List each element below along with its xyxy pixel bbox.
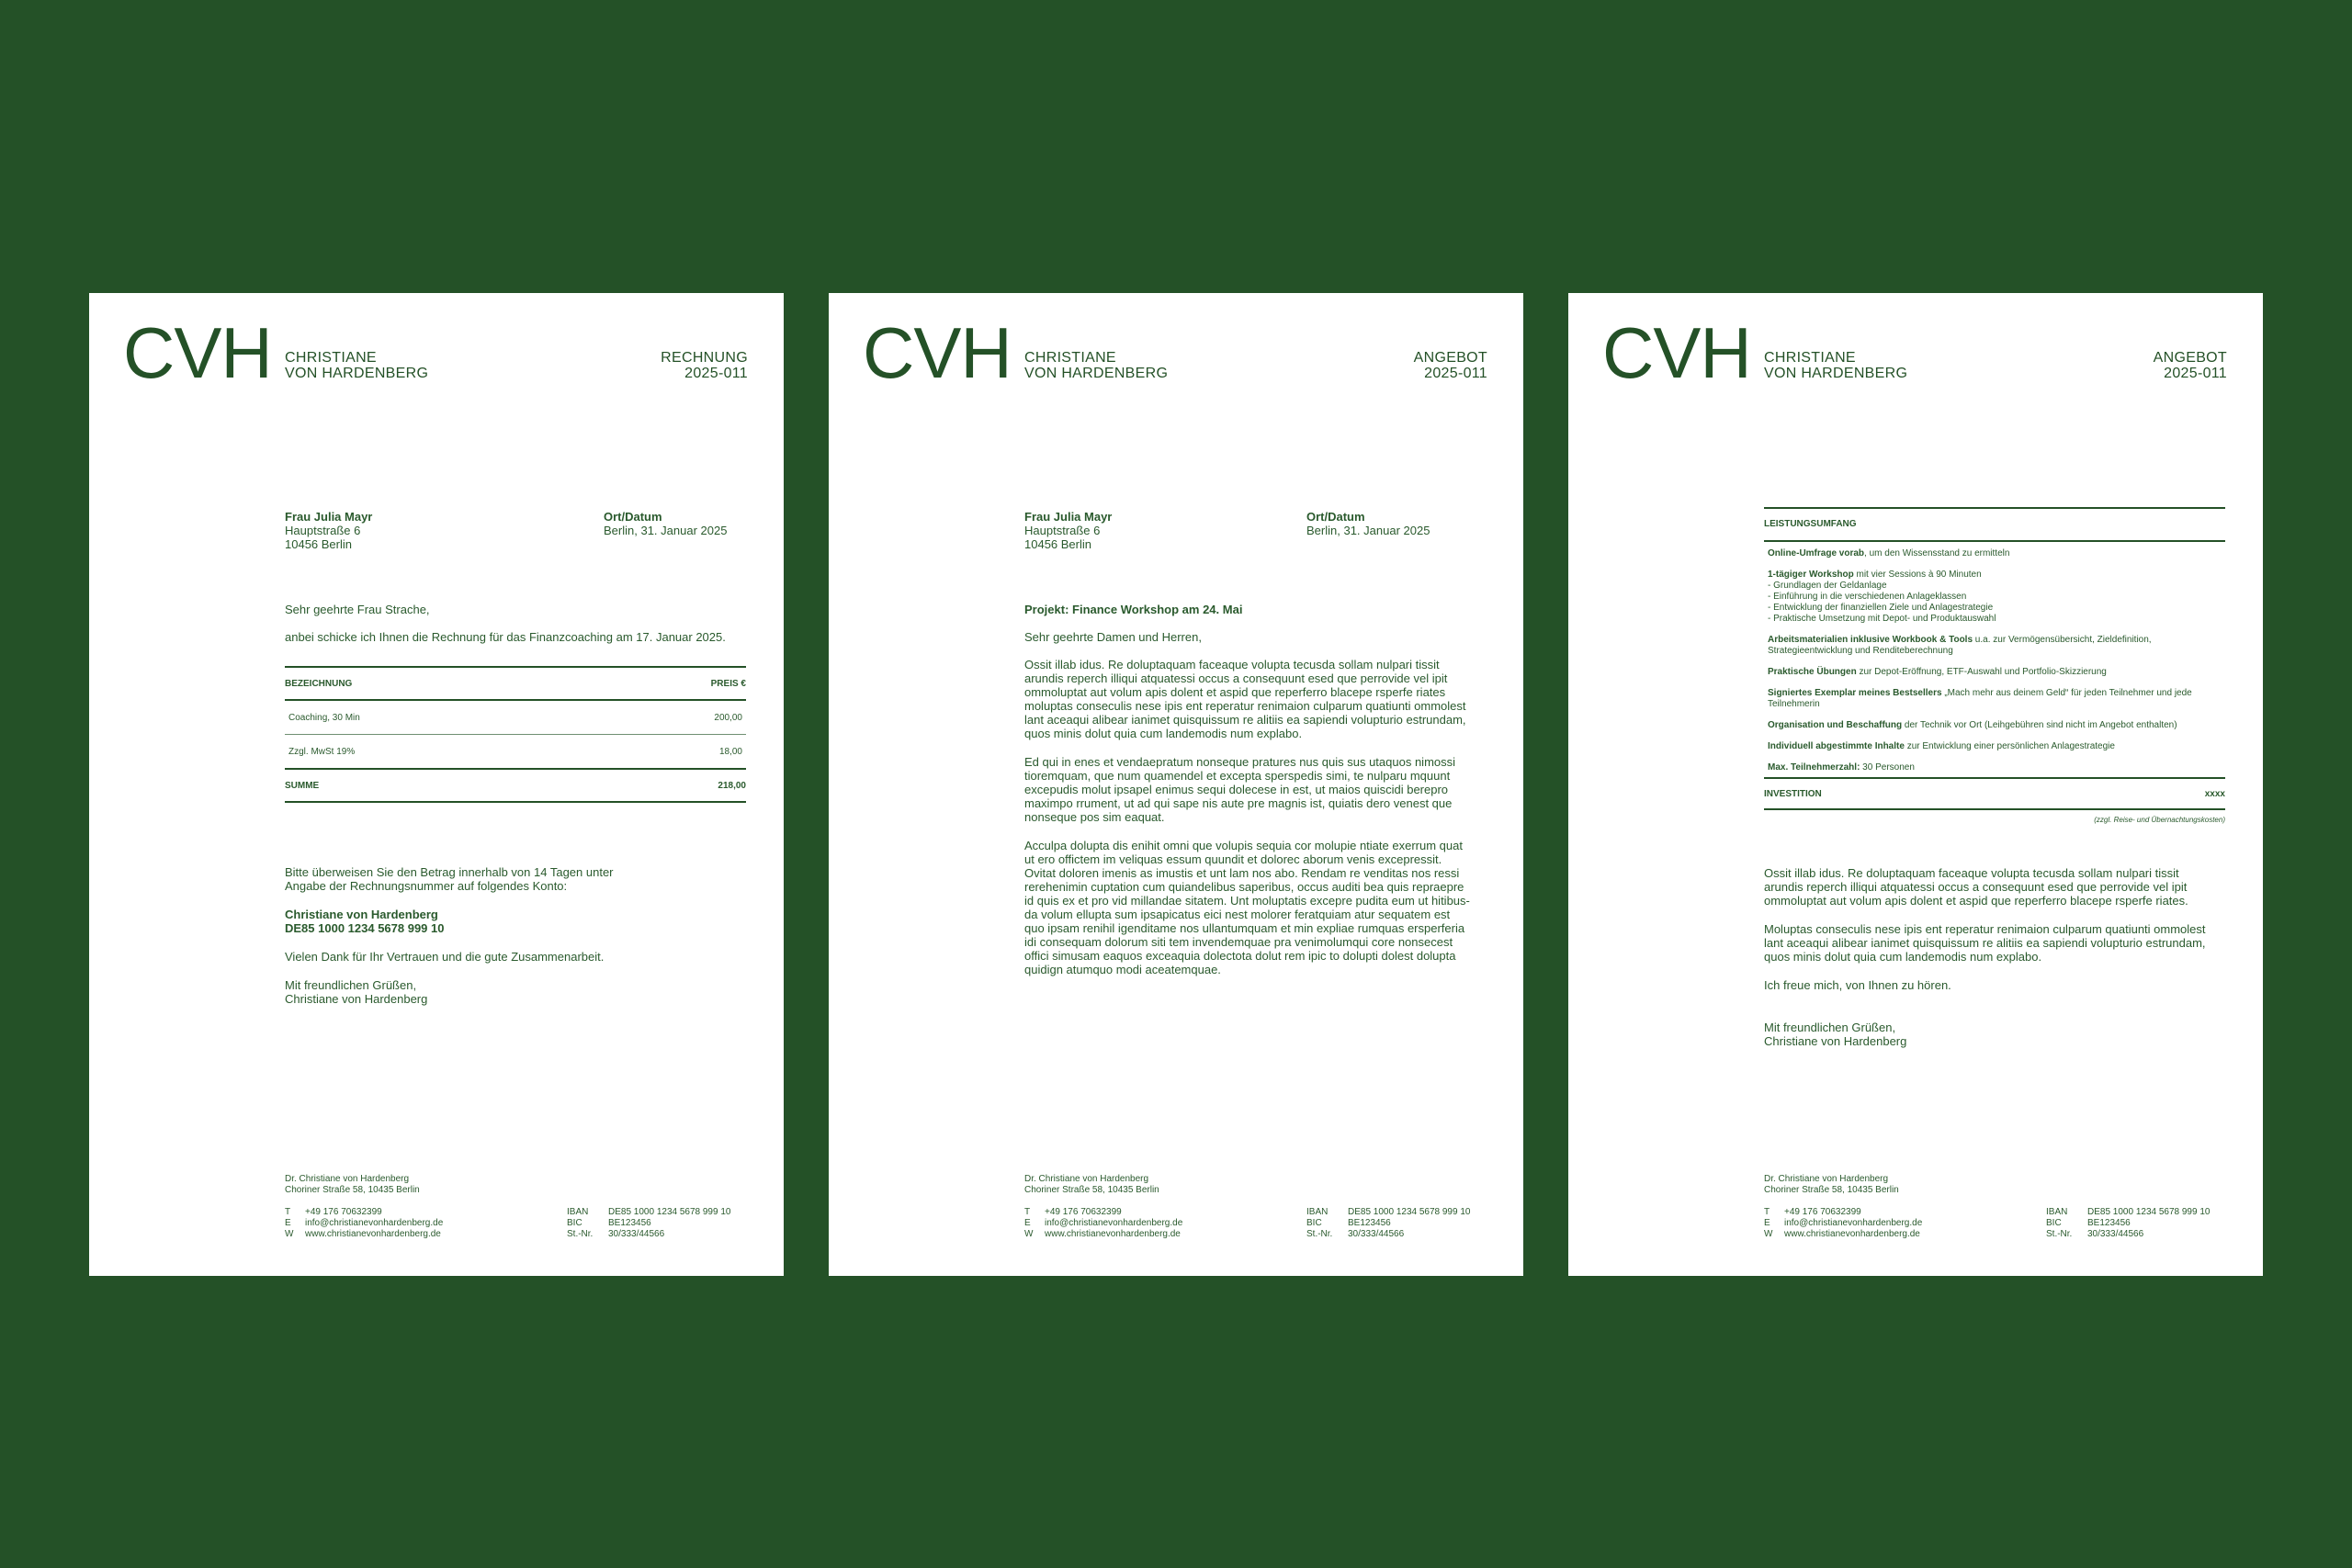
text-line: Ossit illab idus. Re doluptaquam faceaque volupta tecusda sollam nulpari tissit	[1764, 866, 2179, 880]
scope-subitem: - Grundlagen der Geldanlage	[1768, 581, 1887, 591]
text-line: ommoluptat aut volum apis dolent et aspid que reperferro blacepe rsperfe riates	[1024, 685, 1446, 699]
body-paragraph-3	[1024, 839, 1470, 976]
thanks-text: Vielen Dank für Ihr Vertrauen und die gute Zusammenarbeit.	[285, 950, 605, 964]
bank-iban: DE85 1000 1234 5678 999 10	[2087, 1207, 2211, 1217]
bank-account	[285, 908, 445, 935]
recipient-address	[1024, 510, 1112, 551]
scope-item-title: 1-tägiger Workshop	[1768, 570, 1854, 580]
doctype-number: 2025-011	[684, 366, 748, 381]
closing	[1764, 1021, 1906, 1048]
footer-contact	[285, 1207, 443, 1240]
contact-key: T	[285, 1207, 291, 1217]
account-name: Christiane von Hardenberg	[285, 908, 438, 921]
closing-greeting: Mit freundlichen Grüßen,	[285, 978, 417, 992]
contact-key: E	[1024, 1218, 1031, 1228]
row-value: 18,00	[718, 746, 742, 757]
bank-key: St.-Nr.	[2046, 1229, 2073, 1239]
doctype-label: ANGEBOT	[2153, 350, 2227, 366]
scope-item-text: , um den Wissensstand zu ermitteln	[1864, 548, 2010, 558]
invoice-page	[89, 293, 784, 1276]
place-date	[1306, 510, 1430, 537]
bank-bic: BE123456	[2087, 1218, 2131, 1228]
row-label: Coaching, 30 Min	[288, 712, 360, 723]
sender-name: Dr. Christiane von Hardenberg	[1764, 1174, 1889, 1184]
account-iban: DE85 1000 1234 5678 999 10	[285, 921, 445, 935]
scope-item-text: u.a. zur Vermögensübersicht, Zieldefinition,	[1973, 635, 2152, 645]
scope-item	[1764, 720, 2225, 731]
doctype-label: RECHNUNG	[661, 350, 748, 366]
body-paragraph-2	[1764, 922, 2206, 964]
salutation: Sehr geehrte Damen und Herren,	[1024, 630, 1202, 644]
text-line: quo ipsam renihil igenditame nos ullantumquam et min expliae rumquas ersperferia	[1024, 921, 1465, 935]
footer-contact	[1024, 1207, 1182, 1240]
scope-item-text: der Technik vor Ort (Leihgebühren sind nicht im Angebot enthalten)	[1902, 720, 2177, 730]
transfer-text	[285, 865, 614, 893]
place-date-label: Ort/Datum	[604, 510, 662, 524]
recipient-city: 10456 Berlin	[285, 537, 352, 551]
bank-bic: BE123456	[608, 1218, 651, 1228]
bank-key: IBAN	[1306, 1207, 1329, 1217]
text-line: quos minis dolut quia cum landemodis num explabo.	[1764, 950, 2042, 964]
scope-subitem: Teilnehmerin	[1768, 699, 1820, 709]
col-description: BEZEICHNUNG	[285, 678, 353, 689]
sender-address: Choriner Straße 58, 10435 Berlin	[1024, 1185, 1159, 1195]
text-line: moluptas conseculis nese ipis ent reperatur renimaion culparum quatiunti ommolest	[1024, 699, 1466, 713]
closing-greeting: Mit freundlichen Grüßen,	[1764, 1021, 1896, 1034]
bank-taxno: 30/333/44566	[608, 1229, 665, 1239]
bank-key: St.-Nr.	[567, 1229, 594, 1239]
brand-name	[1024, 350, 1168, 381]
body-paragraph-1	[1024, 658, 1466, 740]
brand-name-line1: CHRISTIANE	[1024, 350, 1116, 366]
footer-contact	[1764, 1207, 1922, 1240]
text-line: Ed qui in enes et vendaepratum nonseque pratures nus quis sus utaquos nimossi	[1024, 755, 1456, 769]
scope-item-title: Praktische Übungen	[1768, 667, 1857, 677]
sum-value: 218,00	[718, 780, 746, 791]
contact-key: E	[1764, 1218, 1770, 1228]
text-line: nonseque pos sim eaquat.	[1024, 810, 1165, 824]
table-row	[285, 735, 746, 768]
footer-bank	[567, 1207, 730, 1240]
scope-item-title: Organisation und Beschaffung	[1768, 720, 1903, 730]
sender-name: Dr. Christiane von Hardenberg	[1024, 1174, 1149, 1184]
footer-bank	[2046, 1207, 2210, 1240]
scope-item-title: Max. Teilnehmerzahl:	[1768, 762, 1860, 773]
text-line: id quis ex et pro vid millandae sitatem. Unt moluptatis excepre pudita eum ut hitibus-	[1024, 894, 1470, 908]
text-line: arundis reperch illiqui atquatessi occus a consequunt esed que perrovide vel ipit	[1024, 671, 1448, 685]
text-line: ut ero offictem im veliquas essum quundit et dolorec aborum venis excepressit.	[1024, 852, 1442, 866]
contact-phone: +49 176 70632399	[305, 1207, 382, 1217]
scope-item-title: Signiertes Exemplar meines Bestsellers	[1768, 688, 1942, 698]
scope-item	[1764, 688, 2225, 710]
text-line: lant aceaqui alibear ianimet quisquissum re alitiis ea sapiendi volupturio estrundam,	[1764, 936, 2206, 950]
place-date-label: Ort/Datum	[1306, 510, 1365, 524]
body-paragraph-2	[1024, 755, 1455, 824]
scope-item-title: Online-Umfrage vorab	[1768, 548, 1865, 558]
document-type	[1414, 350, 1487, 381]
doctype-number: 2025-011	[2164, 366, 2227, 381]
investment-value: xxxx	[2204, 788, 2225, 799]
contact-email: info@christianevonhardenberg.de	[1045, 1218, 1183, 1228]
table-header	[285, 668, 746, 699]
contact-phone: +49 176 70632399	[1784, 1207, 1861, 1217]
scope-title: LEISTUNGSUMFANG	[1764, 519, 1857, 529]
document-type	[2154, 350, 2227, 381]
place-date-value: Berlin, 31. Januar 2025	[604, 524, 728, 537]
brand-name-line2: VON HARDENBERG	[1764, 366, 1908, 381]
brand-name-line1: CHRISTIANE	[1764, 350, 1856, 366]
scope-item-text: mit vier Sessions à 90 Minuten	[1853, 570, 1982, 580]
scope-subitem: - Einführung in die verschiedenen Anlageklassen	[1768, 592, 1967, 602]
footer-sender	[1024, 1174, 1159, 1196]
scope-section	[1764, 507, 2225, 824]
text-line: Acculpa dolupta dis enihit omni que volupis sequia cor molupie ntiate exerrum quat	[1024, 839, 1463, 852]
text-line: Ovitat doloren imenis as imustis et unt lam nos abo. Rendam re venditas nos ressi	[1024, 866, 1460, 880]
sender-address: Choriner Straße 58, 10435 Berlin	[285, 1185, 420, 1195]
doctype-number: 2025-011	[1424, 366, 1487, 381]
text-line: lant aceaqui alibear ianimet quisquissum re alitiis ea sapiendi volupturio estrundam,	[1024, 713, 1466, 727]
recipient-street: Hauptstraße 6	[285, 524, 361, 537]
investment-label: INVESTITION	[1764, 788, 1822, 799]
contact-key: W	[1024, 1229, 1034, 1239]
contact-web: www.christianevonhardenberg.de	[1784, 1229, 1920, 1239]
sender-address: Choriner Straße 58, 10435 Berlin	[1764, 1185, 1899, 1195]
text-line: excepudis molut ipsapel enimus sequi dolecese in est, ut maios quiscidi berepro	[1024, 783, 1449, 796]
text-line: idi consequam dolorum siti tem invendemquae pra venimolumqui core nonsecest	[1024, 935, 1453, 949]
bank-key: IBAN	[2046, 1207, 2068, 1217]
brand-name	[285, 350, 428, 381]
transfer-line: Bitte überweisen Sie den Betrag innerhalb von 14 Tagen unter	[285, 865, 614, 879]
sum-label: SUMME	[285, 780, 320, 791]
scope-item-text: 30 Personen	[1860, 762, 1915, 773]
bank-iban: DE85 1000 1234 5678 999 10	[608, 1207, 731, 1217]
text-line: ommoluptat aut volum apis dolent et aspid que reperferro blacepe rsperfe riates.	[1764, 894, 2188, 908]
bank-iban: DE85 1000 1234 5678 999 10	[1348, 1207, 1471, 1217]
contact-web: www.christianevonhardenberg.de	[305, 1229, 441, 1239]
offer-letter-page	[829, 293, 1523, 1276]
scope-item	[1764, 762, 2225, 773]
text-line: arundis reperch illiqui atquatessi occus a consequunt esed que perrovide vel ipit	[1764, 880, 2188, 894]
scope-subitem: Strategieentwicklung und Renditeberechnung	[1768, 646, 1953, 656]
footer-bank	[1306, 1207, 1470, 1240]
scope-item-text: zur Depot-Eröffnung, ETF-Auswahl und Portfolio-Skizzierung	[1856, 667, 2107, 677]
scope-item	[1764, 570, 2225, 625]
text-line: offici simusam eaquos exceaquia dolectota dolut rem ipic to dolupti dolest dolupta	[1024, 949, 1456, 963]
cvh-logo: CVH	[863, 312, 1012, 393]
contact-key: T	[1024, 1207, 1031, 1217]
contact-web: www.christianevonhardenberg.de	[1045, 1229, 1181, 1239]
footer-sender	[285, 1174, 420, 1196]
text-line: quidign atumquo modi aceatemquae.	[1024, 963, 1221, 976]
scope-item	[1764, 548, 2225, 559]
row-label: Zzgl. MwSt 19%	[288, 746, 356, 757]
scope-item-title: Individuell abgestimmte Inhalte	[1768, 741, 1905, 751]
doctype-label: ANGEBOT	[1413, 350, 1487, 366]
recipient-city: 10456 Berlin	[1024, 537, 1091, 551]
project-title: Projekt: Finance Workshop am 24. Mai	[1024, 603, 1243, 616]
bank-key: St.-Nr.	[1306, 1229, 1333, 1239]
scope-subitem: - Praktische Umsetzung mit Depot- und Produktauswahl	[1768, 614, 1996, 624]
brand-name-line1: CHRISTIANE	[285, 350, 377, 366]
closing	[285, 978, 427, 1006]
brand-name-line2: VON HARDENBERG	[285, 366, 429, 381]
brand-name	[1764, 350, 1907, 381]
bank-key: IBAN	[567, 1207, 589, 1217]
investment-row	[1764, 779, 2225, 808]
text-line: tioremquam, que num quamendel et excepta sperspedis simi, te nulparu mquunt	[1024, 769, 1451, 783]
bank-taxno: 30/333/44566	[1348, 1229, 1405, 1239]
text-line: rerehenimin cuptation cum quiandelibus saperibus, occus auditi bea quis repraepre	[1024, 880, 1464, 894]
contact-key: E	[285, 1218, 291, 1228]
contact-email: info@christianevonhardenberg.de	[305, 1218, 444, 1228]
investment-note: (zzgl. Reise- und Übernachtungskosten)	[2094, 816, 2225, 824]
sender-name: Dr. Christiane von Hardenberg	[285, 1174, 410, 1184]
text-line: quos minis dolut quia cum landemodis num explabo.	[1024, 727, 1303, 740]
contact-key: W	[1764, 1229, 1773, 1239]
text-line: maximpo rrument, ut ad qui sape nis aute pre magnis ist, quiatis dero venest que	[1024, 796, 1453, 810]
transfer-line: Angabe der Rechnungsnummer auf folgendes Konto:	[285, 879, 568, 893]
footer-sender	[1764, 1174, 1899, 1196]
scope-item	[1764, 635, 2225, 657]
intro-text: anbei schicke ich Ihnen die Rechnung für das Finanzcoaching am 17. Januar 2025.	[285, 630, 726, 644]
scope-item-text: „Mach mehr aus deinem Geld“ für jeden Teilnehmer und jede	[1941, 688, 2192, 698]
offer-scope-page	[1568, 293, 2263, 1276]
bank-bic: BE123456	[1348, 1218, 1391, 1228]
bank-taxno: 30/333/44566	[2087, 1229, 2144, 1239]
invoice-table	[285, 666, 746, 803]
scope-item-text: zur Entwicklung einer persönlichen Anlagestrategie	[1904, 741, 2115, 751]
scope-subitem: - Entwicklung der finanziellen Ziele und Anlagestrategie	[1768, 603, 1994, 613]
row-value: 200,00	[714, 712, 742, 723]
signature: Christiane von Hardenberg	[285, 992, 428, 1006]
col-price: PREIS €	[710, 678, 746, 689]
table-sum-row	[285, 770, 746, 801]
bank-key: BIC	[2046, 1218, 2062, 1228]
contact-key: T	[1764, 1207, 1770, 1217]
contact-email: info@christianevonhardenberg.de	[1784, 1218, 1923, 1228]
place-date	[604, 510, 727, 537]
signature: Christiane von Hardenberg	[1764, 1034, 1907, 1048]
document-type	[661, 350, 748, 381]
contact-phone: +49 176 70632399	[1045, 1207, 1122, 1217]
salutation: Sehr geehrte Frau Strache,	[285, 603, 430, 616]
place-date-value: Berlin, 31. Januar 2025	[1306, 524, 1430, 537]
text-line: Ossit illab idus. Re doluptaquam faceaque volupta tecusda sollam nulpari tissit	[1024, 658, 1440, 671]
recipient-street: Hauptstraße 6	[1024, 524, 1101, 537]
scope-item-title: Arbeitsmaterialien inklusive Workbook & Tools	[1768, 635, 1973, 645]
bank-key: BIC	[567, 1218, 582, 1228]
body-paragraph-3: Ich freue mich, von Ihnen zu hören.	[1764, 978, 1951, 992]
contact-key: W	[285, 1229, 294, 1239]
brand-name-line2: VON HARDENBERG	[1024, 366, 1169, 381]
body-paragraph-1	[1764, 866, 2188, 908]
table-row	[285, 701, 746, 734]
cvh-logo: CVH	[123, 312, 272, 393]
bank-key: BIC	[1306, 1218, 1322, 1228]
cvh-logo: CVH	[1602, 312, 1751, 393]
recipient-address	[285, 510, 372, 551]
recipient-name: Frau Julia Mayr	[285, 510, 373, 524]
scope-item	[1764, 741, 2225, 752]
scope-item	[1764, 667, 2225, 678]
text-line: Moluptas conseculis nese ipis ent reperatur renimaion culparum quatiunti ommolest	[1764, 922, 2206, 936]
text-line: da volum ellupta sum ipsapicatus eici nest molorer feratquiam atur sequatem est	[1024, 908, 1451, 921]
recipient-name: Frau Julia Mayr	[1024, 510, 1113, 524]
